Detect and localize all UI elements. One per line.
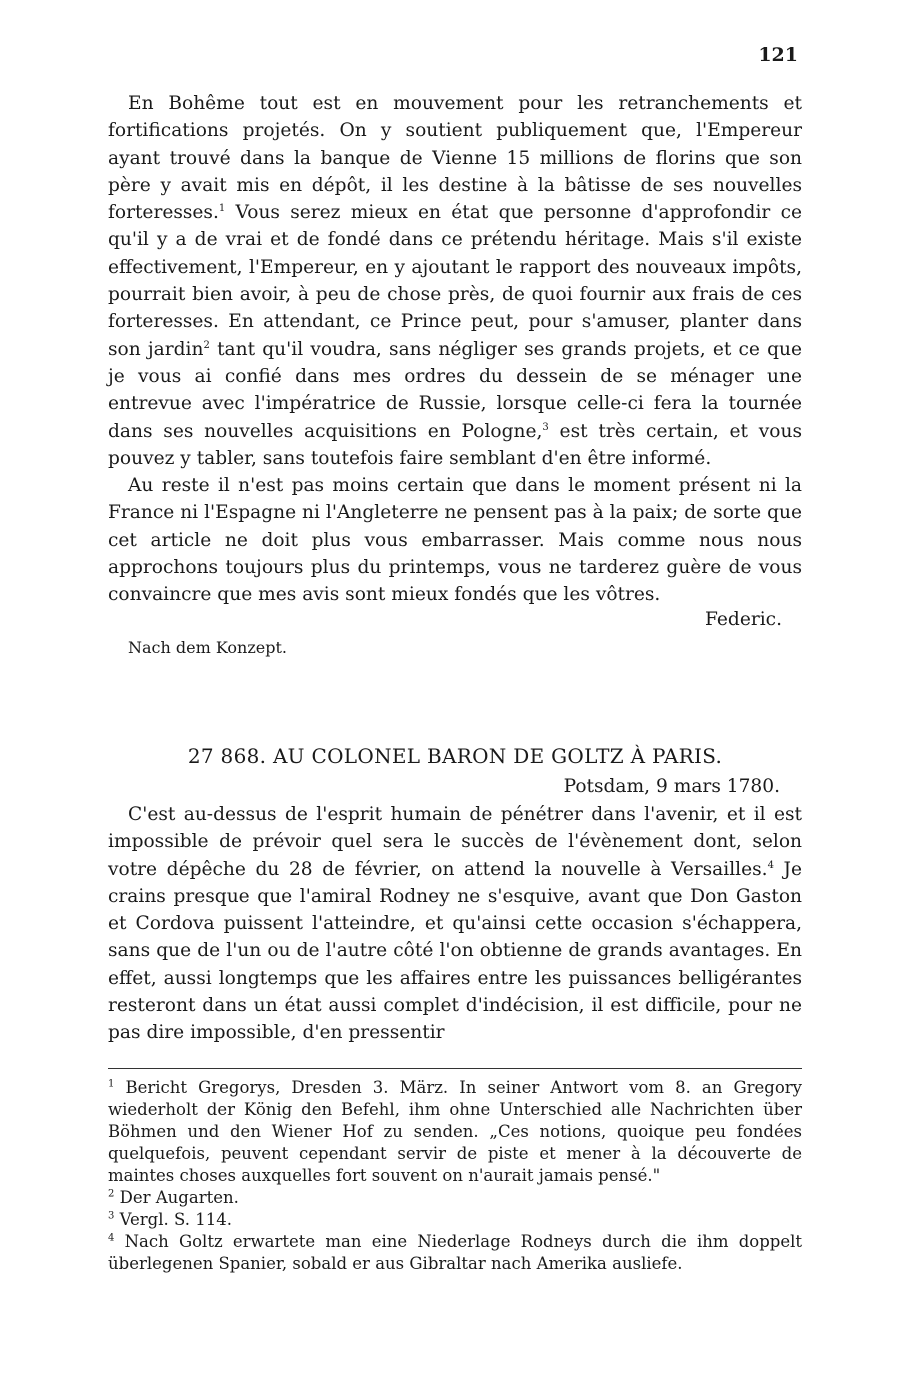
page-number: 121 <box>758 44 798 66</box>
paragraph: En Bohême tout est en mouvement pour les retranchements et fortifications projetés. On y soutient publiquement que, l'Empereur ayant trouvé dans la banque de Vienne 15 millions de florins que son père y avait mis en dépôt, il les destine à la bâtisse de ses nouvelles forteresses.$^1$ Vous serez mieux en état que personne d'approfondir ce qu'il y a de vrai et de fondé dans ce prétendu héritage. Mais s'il existe effectivement, l'Empereur, en y ajoutant le rapport des nouveaux impôts, pourrait bien avoir, à peu de chose près, de quoi fournir aux frais de ces forteresses. En attendant, ce Prince peut, pour s'amuser, planter dans son jardin$^2$ tant qu'il voudra, sans négliger ses grands projets, et ce que je vous ai confié dans mes ordres du dessein de se ménager une entrevue avec l'impératrice de Russie, lorsque celle-ci fera la tournée dans ses nouvelles acquisitions en Pologne,$^3$ est très certain, et vous pouvez y tabler, sans toutefois faire semblant d'en être informé. <box>108 93 802 469</box>
footnote-ref: 3 <box>542 421 549 433</box>
signature: Federic. <box>705 608 782 630</box>
footnote-ref: 4 <box>767 859 774 871</box>
footnote-divider <box>108 1068 802 1069</box>
footnote-ref: 1 <box>218 203 226 214</box>
footnote: $^4$ Nach Goltz erwartete man eine Niederlage Rodneys durch die ihm doppelt überlegenen Spanier, sobald er aus Gibraltar nach Amerika ausliefe. <box>108 1232 803 1273</box>
source-note: Nach dem Konzept. <box>128 637 287 657</box>
letter-new <box>108 744 802 1047</box>
paragraph: C'est au-dessus de l'esprit humain de pénétrer dans l'avenir, et il est impossible de prévoir quel sera le succès de l'évènement dont, selon votre dépêche du 28 de février, on attend la nouvelle à Versailles.$^4$ Je crains presque que l'amiral Rodney ne s'esquive, avant que Don Gaston et Cordova puissent l'atteindre, et qu'ainsi cette occasion s'échappera, sans que de l'un ou de l'autre côté l'on obtienne de grands avantages. En effet, aussi longtemps que les affaires entre les puissances belligérantes resteront dans un état aussi complet d'indécision, il est difficile, pour ne pas dire impossible, d'en pressentir <box>108 804 802 1044</box>
letter-heading: 27 868. AU COLONEL BARON DE GOLTZ À PARIS. <box>187 744 723 768</box>
dateline: Potsdam, 9 mars 1780. <box>563 776 780 797</box>
letter-end <box>108 90 802 657</box>
footnote: $^1$ Bericht Gregorys, Dresden 3. März. In seiner Antwort vom 8. an Gregory wiederholt der König den Befehl, ihm ohne Unterschied alle Nachrichten über Böhmen und den Wiener Hof zu senden. „Ces notions, quoique peu fondées quelquefois, peuvent cependant servir de piste et mener à la découverte de maintes choses auxquelles fort souvent on n'aurait jamais pensé." <box>108 1078 802 1185</box>
footnote-ref: 2 <box>203 339 210 351</box>
paragraph: Au reste il n'est pas moins certain que dans le moment présent ni la France ni l'Espagne ni l'Angleterre ne pensent pas à la paix; de sorte que cet article ne doit plus vous embarrasser. Mais comme nous nous approchons toujours plus du printemps, vous ne tarderez guère de vous convaincre que mes avis sont mieux fondés que les vôtres. <box>108 475 802 606</box>
footnote: $^3$ Vergl. S. 114. <box>108 1210 232 1229</box>
footnote: $^2$ Der Augarten. <box>108 1188 239 1207</box>
footnotes <box>108 1077 802 1275</box>
